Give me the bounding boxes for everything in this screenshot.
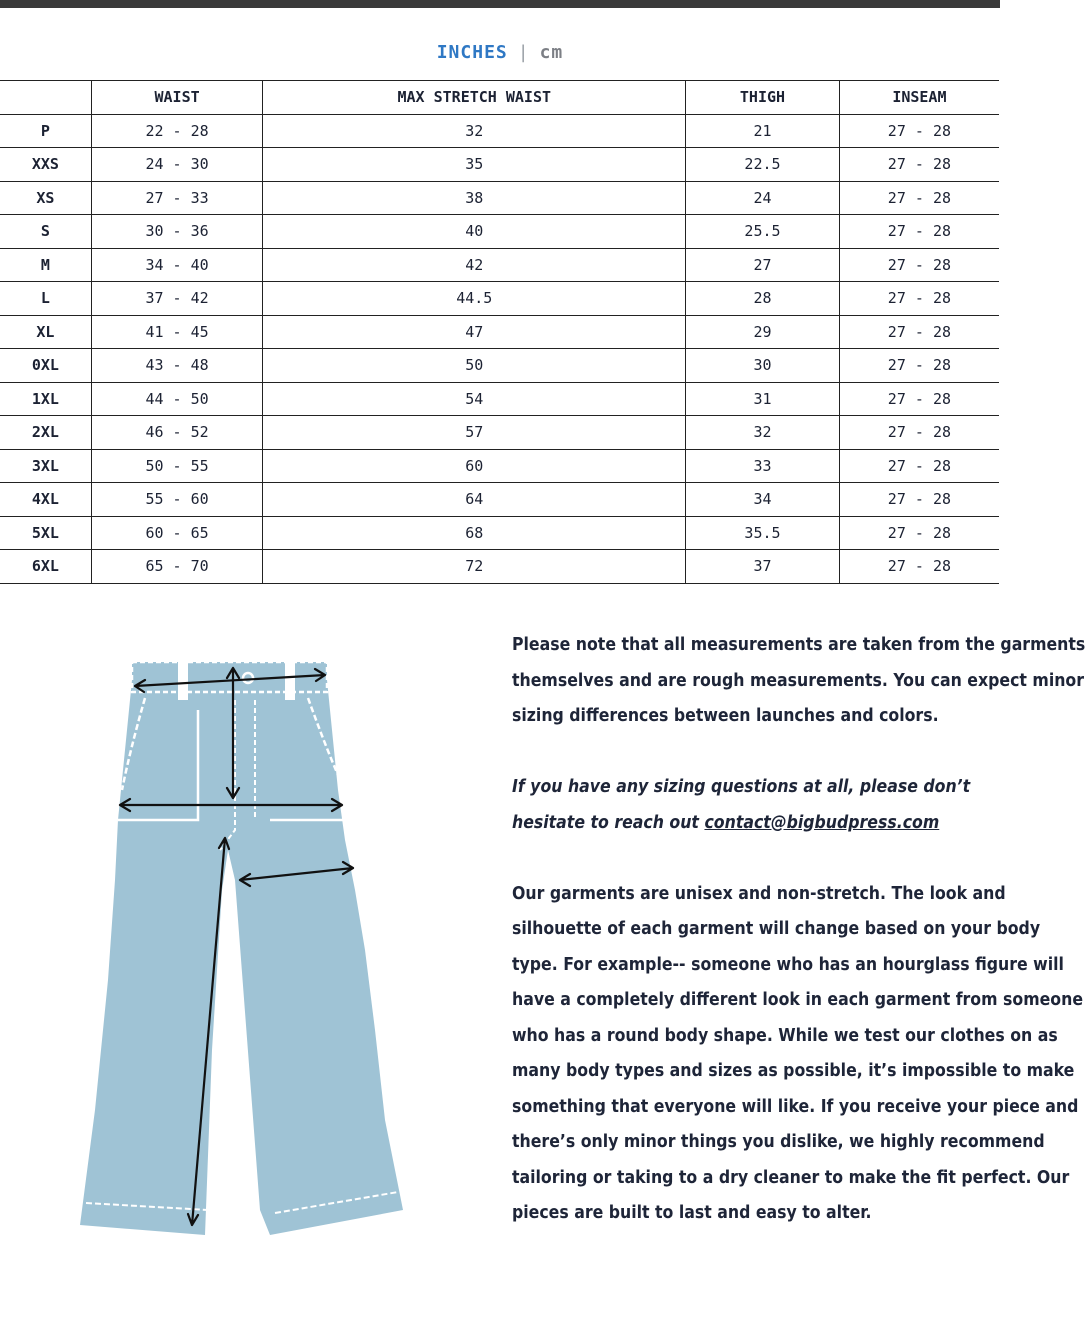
table-cell: 27 - 28 xyxy=(839,215,999,249)
table-cell: 27 - 28 xyxy=(839,382,999,416)
table-cell: 30 - 36 xyxy=(91,215,263,249)
table-cell: 42 xyxy=(263,248,686,282)
table-cell: 54 xyxy=(263,382,686,416)
table-cell: 31 xyxy=(686,382,840,416)
table-cell: 64 xyxy=(263,483,686,517)
table-cell: 32 xyxy=(686,416,840,450)
contact-email-link[interactable]: contact@bigbudpress.com xyxy=(704,812,940,833)
table-cell: 44 - 50 xyxy=(91,382,263,416)
table-cell: 44.5 xyxy=(263,282,686,316)
table-cell: 28 xyxy=(686,282,840,316)
table-cell: 37 xyxy=(686,550,840,584)
table-row xyxy=(0,148,999,182)
note-fit xyxy=(512,877,1083,1232)
table-cell: 27 - 28 xyxy=(839,516,999,550)
note-line: there’s only minor things you dislike, we highly recommend xyxy=(512,1132,1045,1152)
size-label: 3XL xyxy=(0,449,91,483)
table-cell: 27 - 28 xyxy=(839,349,999,383)
table-cell: 27 - 33 xyxy=(91,181,263,215)
pants-measurement-diagram xyxy=(70,650,420,1250)
table-cell: 24 - 30 xyxy=(91,148,263,182)
table-row xyxy=(0,483,999,517)
table-cell: 34 xyxy=(686,483,840,517)
table-header-row xyxy=(0,81,999,115)
unit-divider: | xyxy=(517,42,530,63)
table-row xyxy=(0,215,999,249)
table-cell: 55 - 60 xyxy=(91,483,263,517)
table-row xyxy=(0,181,999,215)
size-label: L xyxy=(0,282,91,316)
unit-toggle xyxy=(0,42,1000,63)
table-cell: 50 - 55 xyxy=(91,449,263,483)
size-label: M xyxy=(0,248,91,282)
belt-loop xyxy=(178,660,188,700)
table-cell: 22 - 28 xyxy=(91,114,263,148)
table-cell: 27 - 28 xyxy=(839,550,999,584)
table-cell: 30 xyxy=(686,349,840,383)
table-cell: 65 - 70 xyxy=(91,550,263,584)
note-line: pieces are built to last and easy to alter. xyxy=(512,1203,872,1223)
note-measurements xyxy=(512,628,1085,735)
header-max-stretch-waist: MAX STRETCH WAIST xyxy=(263,81,686,115)
table-row xyxy=(0,416,999,450)
table-cell: 32 xyxy=(263,114,686,148)
table-row xyxy=(0,315,999,349)
table-cell: 34 - 40 xyxy=(91,248,263,282)
cm-tab[interactable]: cm xyxy=(539,42,564,63)
size-label: P xyxy=(0,114,91,148)
inches-tab[interactable]: INCHES xyxy=(436,42,508,63)
table-cell: 27 - 28 xyxy=(839,282,999,316)
note-line: have a completely different look in each garment from someone xyxy=(512,990,1083,1010)
table-cell: 27 - 28 xyxy=(839,483,999,517)
note-line: If you have any sizing questions at all, please don’t xyxy=(512,777,971,797)
size-chart-table xyxy=(0,80,999,584)
table-cell: 27 xyxy=(686,248,840,282)
table-cell: 47 xyxy=(263,315,686,349)
table-cell: 27 - 28 xyxy=(839,416,999,450)
table-cell: 27 - 28 xyxy=(839,148,999,182)
table-cell: 38 xyxy=(263,181,686,215)
note-line: something that everyone will like. If you receive your piece and xyxy=(512,1096,1079,1117)
table-cell: 57 xyxy=(263,416,686,450)
table-cell: 50 xyxy=(263,349,686,383)
size-label: 4XL xyxy=(0,483,91,517)
note-line: who has a round body shape. While we test our clothes on as xyxy=(512,1025,1058,1046)
top-bar xyxy=(0,0,1000,8)
table-cell: 27 - 28 xyxy=(839,315,999,349)
table-row xyxy=(0,449,999,483)
size-label: S xyxy=(0,215,91,249)
note-line: Please note that all measurements are taken from the garments xyxy=(512,635,1085,655)
table-cell: 37 - 42 xyxy=(91,282,263,316)
note-line: silhouette of each garment will change based on your body xyxy=(512,919,1041,939)
table-cell: 60 - 65 xyxy=(91,516,263,550)
size-label: XL xyxy=(0,315,91,349)
table-cell: 43 - 48 xyxy=(91,349,263,383)
header-size xyxy=(0,81,91,115)
table-cell: 29 xyxy=(686,315,840,349)
table-row xyxy=(0,248,999,282)
size-label: 0XL xyxy=(0,349,91,383)
note-line: themselves and are rough measurements. You can expect minor xyxy=(512,670,1085,691)
size-label: 2XL xyxy=(0,416,91,450)
table-row xyxy=(0,114,999,148)
table-cell: 35 xyxy=(263,148,686,182)
table-cell: 33 xyxy=(686,449,840,483)
table-cell: 68 xyxy=(263,516,686,550)
table-cell: 21 xyxy=(686,114,840,148)
table-cell: 35.5 xyxy=(686,516,840,550)
table-row xyxy=(0,382,999,416)
sizing-notes xyxy=(512,628,1085,1267)
table-cell: 27 - 28 xyxy=(839,248,999,282)
header-waist: WAIST xyxy=(91,81,263,115)
note-contact xyxy=(512,770,1000,841)
note-line: Our garments are unisex and non-stretch. The look and xyxy=(512,883,1006,904)
size-label: 6XL xyxy=(0,550,91,584)
table-cell: 27 - 28 xyxy=(839,181,999,215)
belt-loop xyxy=(285,660,295,700)
size-label: XS xyxy=(0,181,91,215)
table-cell: 40 xyxy=(263,215,686,249)
note-line: type. For example-- someone who has an hourglass figure will xyxy=(512,954,1064,975)
table-cell: 60 xyxy=(263,449,686,483)
table-cell: 27 - 28 xyxy=(839,114,999,148)
table-row xyxy=(0,516,999,550)
note-line: sizing differences between launches and colors. xyxy=(512,706,939,726)
table-row xyxy=(0,282,999,316)
table-cell: 27 - 28 xyxy=(839,449,999,483)
table-cell: 41 - 45 xyxy=(91,315,263,349)
size-label: XXS xyxy=(0,148,91,182)
note-line: tailoring or taking to a dry cleaner to make the fit perfect. Our xyxy=(512,1167,1070,1188)
table-cell: 46 - 52 xyxy=(91,416,263,450)
note-line: hesitate to reach out xyxy=(512,812,705,833)
size-label: 5XL xyxy=(0,516,91,550)
header-thigh: THIGH xyxy=(686,81,840,115)
table-cell: 24 xyxy=(686,181,840,215)
table-row xyxy=(0,550,999,584)
note-line: many body types and sizes as possible, it’s impossible to make xyxy=(512,1061,1075,1081)
header-inseam: INSEAM xyxy=(839,81,999,115)
table-cell: 25.5 xyxy=(686,215,840,249)
size-label: 1XL xyxy=(0,382,91,416)
table-row xyxy=(0,349,999,383)
table-cell: 72 xyxy=(263,550,686,584)
table-cell: 22.5 xyxy=(686,148,840,182)
